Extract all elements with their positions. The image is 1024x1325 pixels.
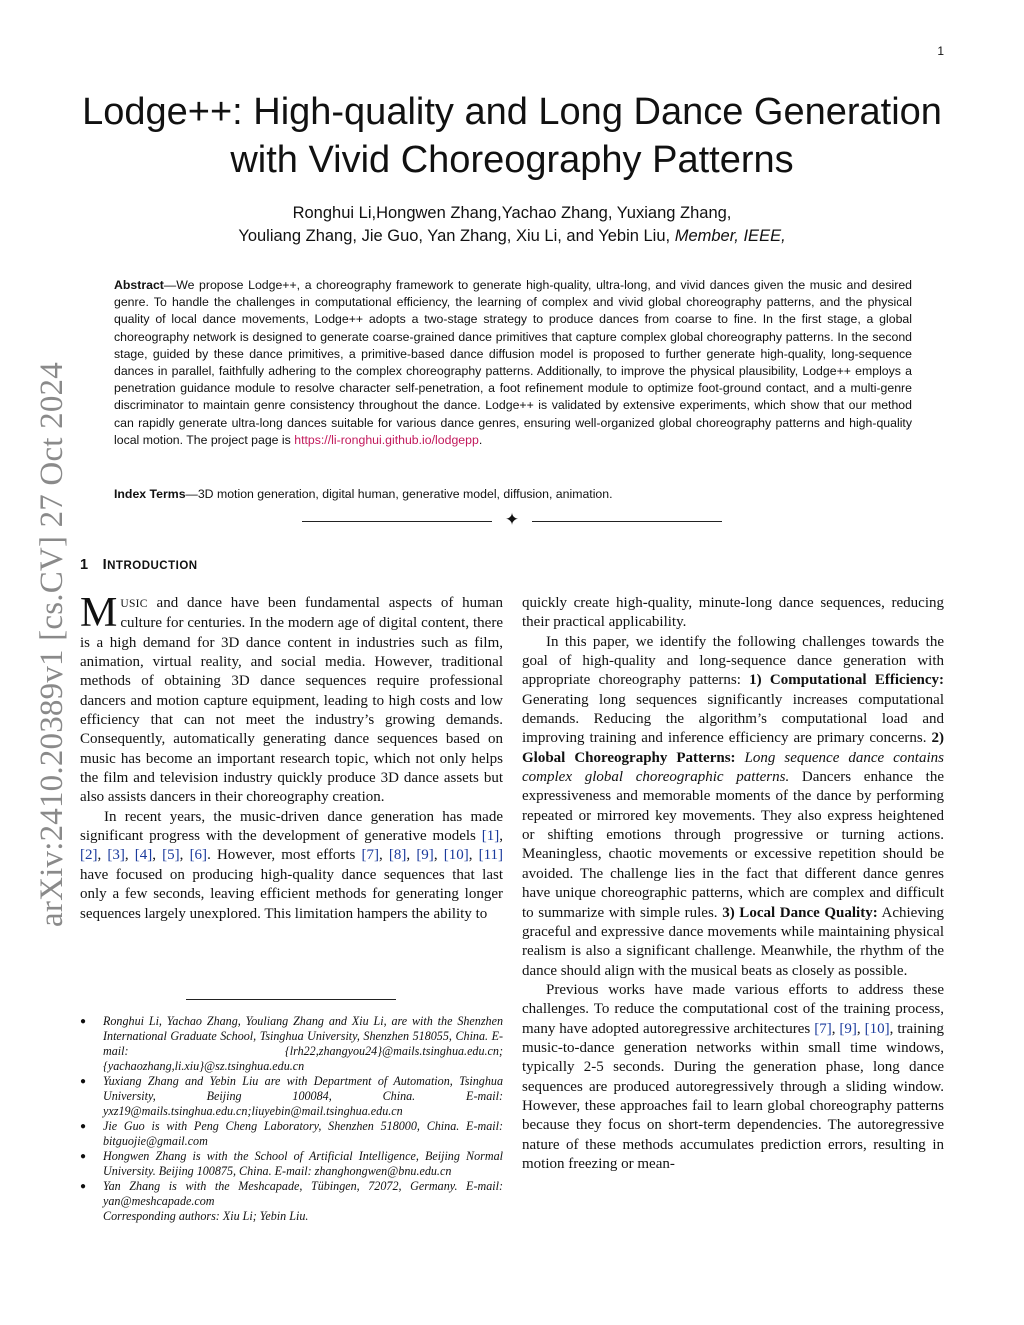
intro-paragraph-4-c: Generating long sequences significantly increases computational demands. Reducing the algorithm’s computational load and improving training and inference efficiency are primary concerns. xyxy=(522,691,944,747)
authors-member: Member, IEEE, xyxy=(674,227,786,245)
footnote-text: Yuxiang Zhang and Yebin Liu are with Department of Automation, Tsinghua University, Beijing 100084, China. E-mail: yxz19@mails.tsinghua.edu.cn;liuyebin@mail.tsinghua.edu.cn xyxy=(103,1074,503,1118)
index-terms-text: —3D motion generation, digital human, generative model, diffusion, animation. xyxy=(185,487,613,501)
citation-link[interactable]: [10] xyxy=(864,1020,890,1037)
challenge-3-label: 3) Local Dance Quality: xyxy=(722,904,878,921)
bullet-icon: ● xyxy=(80,1181,87,1192)
authors-line-2 xyxy=(80,225,944,248)
citation-link[interactable]: [5] xyxy=(162,847,180,864)
bullet-icon: ● xyxy=(80,1076,87,1087)
abstract-end: . xyxy=(478,432,483,447)
footnote-item xyxy=(80,1149,503,1179)
footnote-text: Hongwen Zhang is with the School of Artificial Intelligence, Beijing Normal University. Beijing 100875, China. E-mail: zhanghongwen@bnu.edu.cn xyxy=(103,1149,503,1178)
arxiv-stamp xyxy=(28,346,76,942)
separator-diamond-icon: ✦ xyxy=(504,510,520,529)
arxiv-stamp-text: arXiv:2410.20389v1 [cs.CV] 27 Oct 2024 xyxy=(33,361,70,927)
bullet-icon: ● xyxy=(80,1121,87,1132)
citation-link[interactable]: [6] xyxy=(189,847,208,864)
challenge-2-italic: Long sequence dance contains complex global choreographic patterns. xyxy=(522,749,944,786)
citation-link[interactable]: [7] xyxy=(814,1020,832,1037)
separator-rule-right xyxy=(532,521,722,522)
first-word-smallcaps: USIC xyxy=(120,598,148,610)
intro-paragraph-2-c: have focused on producing high-quality dance sequences that last only a few seconds, leaving efficient methods for generating longer sequences largely unexplored. This limitation hampers the ability to xyxy=(80,866,503,922)
intro-paragraph-4-a: In this paper, we identify the following challenges towards the goal of high-quality and long-sequence dance generation with appropriate choreography patterns: xyxy=(522,633,944,689)
citation-link[interactable]: [11] xyxy=(478,847,504,864)
intro-paragraph-5-a: Previous works have made various efforts to address these challenges. To reduce the computational cost of the training process, many have adopted autoregressive architectures xyxy=(522,981,944,1037)
intro-paragraph-2-b: . However, most efforts xyxy=(207,847,362,864)
abstract-text: —We propose Lodge++, a choreography framework to generate high-quality, ultra-long, and vivid dances given the music and desired genre. To handle the challenges in computational efficiency, the learning of complex and vivid global choreography patterns, and the physical quality of local dance movements, Lodge++ adopts a two-stage strategy to produce dances from coarse to fine. In the first stage, a global choreography network is designed to generate coarse-grained dance primitives that capture complex global choreography patterns. In the second stage, guided by these dance primitives, a primitive-based dance diffusion model is proposed to further generate high-quality, long-sequence dances in parallel, faithfully adhering to the complex choreography patterns. Additionally, to improve the physical plausibility, Lodge++ employs a penetration guidance module to resolve character self-penetration, a foot refinement module to optimize foot-ground contact, and a multi-genre discriminator to maintain genre consistency throughout the dance. Lodge++ is validated by extensive experiments, which show that our method can rapidly generate ultra-long dances suitable for various dance genres, ensuring well-organized global choreography patterns and high-quality local motion. The project page is xyxy=(114,278,912,447)
authors-line-2-names: Youliang Zhang, Jie Guo, Yan Zhang, Xiu Li, and Yebin Liu, xyxy=(238,227,671,245)
citation-link[interactable]: [8] xyxy=(388,847,407,864)
intro-paragraph-2-a: In recent years, the music-driven dance generation has made significant progress with the development of generative models xyxy=(80,808,503,845)
footnote-text: Jie Guo is with Peng Cheng Laboratory, Shenzhen 518000, China. E-mail: bitguojie@gmail.com xyxy=(103,1119,503,1148)
bullet-icon: ● xyxy=(80,1016,87,1027)
citation-link[interactable]: [2] xyxy=(80,847,98,864)
intro-paragraph-1 xyxy=(80,590,503,808)
intro-paragraph-5-b: , training music-to-dance generation networks within small time windows, typically 2-5 seconds. During the generation phase, long dance sequences are produced autoregressively through a sliding window. However, these approaches fail to learn global choreography patterns because they focus on short-term dependencies. The autoregressive nature of these methods accumulates prediction errors, resulting in motion freezing or mean- xyxy=(522,1020,945,1172)
citation-link[interactable]: [1] xyxy=(481,828,500,845)
abstract-label: Abstract xyxy=(114,278,164,292)
footnotes xyxy=(80,1014,503,1224)
intro-paragraph-1-text: and dance have been fundamental aspects of human culture for centuries. In the modern age of digital content, there is a high demand for 3D dance content in industries such as film, animation, virtual reality, and social media. However, traditional methods of obtaining 3D dance sequences require professional dancers and motion capture equipment, leading to high costs and low efficiency that can not meet the industry’s growing demands. Consequently, automatically generating dance sequences based on music has become an important research topic, which not only helps the film and television industry quickly produce 3D dance assets but also assists dancers in their choreography creation. xyxy=(80,595,503,806)
intro-paragraph-5: Previous works have made various efforts to address these challenges. To reduce the computational cost of the training process, many have adopted autoregressive architectures [7], [9], [10], training music-to-dance generation networks within small time windows, typically 2-5 seconds. During the generation phase, long dance sequences are produced autoregressively through a sliding window. However, these approaches fail to learn global choreography patterns because they focus on short-term dependencies. The autoregressive nature of these methods accumulates prediction errors, resulting in motion freezing or mean- xyxy=(522,981,945,1172)
right-column xyxy=(522,594,944,1174)
index-terms xyxy=(114,486,912,503)
citation-link[interactable]: [7] xyxy=(361,847,380,864)
citation-link[interactable]: [10] xyxy=(443,847,469,864)
bullet-icon: ● xyxy=(80,1151,87,1162)
intro-paragraph-4-e: Achieving graceful and expressive dance movements while maintaining physical realism is also a significant challenge. Meanwhile, the rhythm of the dance should align with the musical beats as closely as possible. xyxy=(522,904,944,979)
citation-link[interactable]: [4] xyxy=(134,847,153,864)
footnote-text: Yan Zhang is with the Meshcapade, Tübingen, 72072, Germany. E-mail: yan@meshcapade.com xyxy=(103,1179,503,1208)
footnote-item xyxy=(80,1014,503,1074)
corresponding-authors: Corresponding authors: Xiu Li; Yebin Liu. xyxy=(103,1209,309,1223)
paper-title: Lodge++: High-quality and Long Dance Generation with Vivid Choreography Patterns xyxy=(82,91,942,181)
footnote-item xyxy=(80,1074,503,1119)
authors xyxy=(80,202,944,248)
intro-paragraph-3: quickly create high-quality, minute-long dance sequences, reducing their practical applicability. xyxy=(522,595,944,631)
abstract xyxy=(114,277,912,449)
footnote-rule xyxy=(186,999,396,1000)
section-number: 1 xyxy=(80,557,89,573)
citation-link[interactable]: [3] xyxy=(107,847,125,864)
section-heading xyxy=(80,557,198,573)
authors-line-1: Ronghui Li,Hongwen Zhang,Yachao Zhang, Yuxiang Zhang, xyxy=(292,204,732,222)
section-title-rest: NTRODUCTION xyxy=(107,560,198,572)
left-column xyxy=(80,590,504,924)
citation-link[interactable]: [9] xyxy=(416,847,434,864)
intro-paragraph-4-d: Dancers enhance the expressiveness and memorable moments of the dance by performing repeated or mirrored key movements. They also express heightened or shifting emotions through progressive or turning actions. Meaningless, chaotic movements or excessive repetition should be avoided. The challenge lies in the fact that different dance genres have unique choreographic patterns, which are complex and difficult to summarize with simple rules. xyxy=(522,769,944,921)
challenge-1-label: 1) Computational Efficiency: xyxy=(749,672,944,689)
page-number: 1 xyxy=(937,44,944,58)
intro-paragraph-4 xyxy=(522,633,944,981)
section-title-first: I xyxy=(102,557,108,573)
challenge-2-label: 2) Global Choreography Patterns: xyxy=(522,730,944,766)
citation-link[interactable]: [9] xyxy=(839,1020,857,1037)
project-page-link[interactable]: https://li-ronghui.github.io/lodgepp xyxy=(294,432,479,447)
index-terms-label: Index Terms xyxy=(114,487,186,501)
footnote-item xyxy=(80,1179,503,1209)
separator-rule-left xyxy=(302,521,492,522)
intro-paragraph-2: In recent years, the music-driven dance generation has made significant progress with the development of generative models [1], [2], [3], [4], [5], [6]. However, most efforts [7], [8], [9], [10], [11] have focused on producing high-quality dance sequences that last only a few seconds, leaving efficient methods for generating longer sequences largely unexplored. This limitation hampers the ability to xyxy=(80,808,504,922)
footnote-item xyxy=(80,1119,503,1149)
footnote-text: Ronghui Li, Yachao Zhang, Youliang Zhang and Xiu Li, are with the Shenzhen International Graduate School, Tsinghua University, Shenzhen 518055, China. E-mail: {lrh22,zhangyou24}@mails.tsinghua.edu.cn; {yachaozhang,li.xiu}@sz.tsinghua.edu.cn xyxy=(103,1014,503,1073)
drop-cap: M xyxy=(80,590,118,636)
